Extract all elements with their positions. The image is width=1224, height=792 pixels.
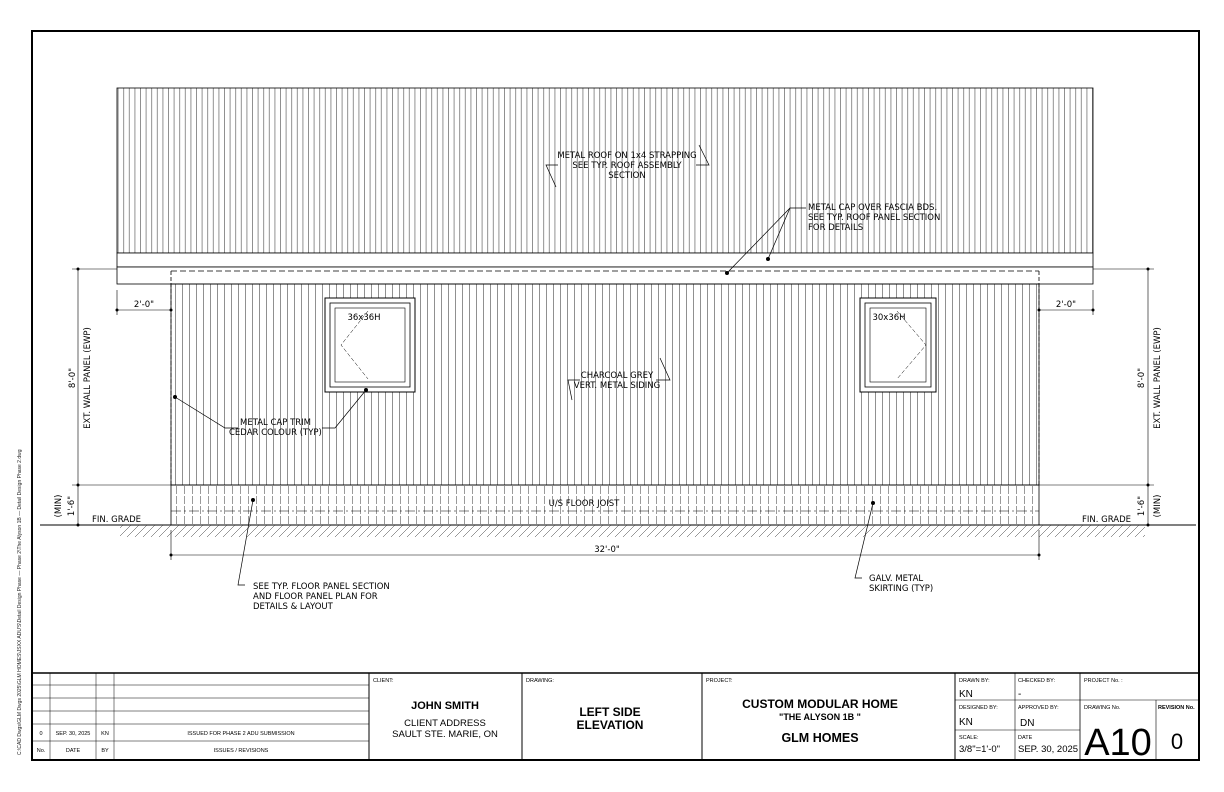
client-address-2: SAULT STE. MARIE, ON — [392, 729, 498, 740]
project-title: CUSTOM MODULAR HOME — [742, 697, 898, 711]
designed-by-label: DESIGNED BY: — [959, 705, 998, 711]
rev-header-desc: ISSUES / REVISIONS — [213, 748, 269, 754]
min-right: (MIN) — [1153, 494, 1163, 518]
project-no-label: PROJECT No. : — [1084, 678, 1123, 684]
drawn-by-value: KN — [959, 689, 973, 700]
fin-grade-right: FIN. GRADE — [1082, 515, 1132, 525]
window-right-label: 30x36H — [872, 313, 906, 323]
file-path-text: C:\CAD Dwgs\GLM Dwgs 2025\GLM HOMES\JSXX ADU'S\Detail Design Phase — Phase 2\The Alyson 1B — Detail Design Phase 2.dwg — [17, 449, 23, 755]
scale-label: SCALE: — [959, 735, 979, 741]
roof-note-line1: METAL ROOF ON 1x4 STRAPPING — [557, 151, 697, 161]
fin-grade-left: FIN. GRADE — [92, 515, 142, 525]
roof-note-line2: SEE TYP. ROOF ASSEMBLY — [572, 161, 682, 171]
fascia-note-line2: SEE TYP. ROOF PANEL SECTION — [808, 213, 941, 223]
right-offset-dim: 2'-0" — [1055, 300, 1077, 310]
floor-panel-note-line3: DETAILS & LAYOUT — [253, 602, 333, 612]
date-value: SEP. 30, 2025 — [1018, 744, 1079, 755]
client-address-1: CLIENT ADDRESS — [404, 718, 486, 729]
revision-no-value: 0 — [1170, 729, 1184, 754]
ewp-right: EXT. WALL PANEL (EWP) — [1153, 327, 1163, 429]
project-label: PROJECT: — [706, 678, 733, 684]
checked-by-value: - — [1018, 689, 1022, 700]
fascia-note-line1: METAL CAP OVER FASCIA BDS. — [808, 203, 938, 213]
fascia-band — [117, 253, 1093, 267]
rev-header-by: BY — [101, 748, 109, 754]
drawing-no-label: DRAWING No. — [1084, 705, 1121, 711]
rev-row-desc: ISSUED FOR PHASE 2 ADU SUBMISSION — [187, 731, 295, 737]
fascia-cap — [117, 267, 1093, 284]
revision-no-label: REVISION No. — [1158, 705, 1195, 711]
checked-by-label: CHECKED BY: — [1018, 678, 1055, 684]
siding-note-line1: CHARCOAL GREY — [580, 371, 654, 381]
file-path-label — [17, 449, 29, 755]
project-subtitle: "THE ALYSON 1B " — [779, 712, 861, 722]
skirting-note-line2: SKIRTING (TYP) — [869, 584, 934, 594]
roof-note-line3: SECTION — [608, 171, 646, 181]
floor-joist-note: U/S FLOOR JOIST — [548, 499, 620, 509]
overall-length-dim: 32'-0" — [594, 545, 620, 555]
drawing-label: DRAWING: — [526, 678, 554, 684]
floor-panel-note-line2: AND FLOOR PANEL PLAN FOR — [253, 592, 378, 602]
wall-height-left: 8'-0" — [68, 367, 78, 389]
crawl-right: 1'-6" — [1137, 495, 1147, 517]
approved-by-value: DN — [1020, 718, 1035, 729]
project-company: GLM HOMES — [781, 731, 859, 745]
ewp-left: EXT. WALL PANEL (EWP) — [83, 327, 93, 429]
date-label: DATE — [1018, 735, 1033, 741]
skirting-note-line1: GALV. METAL — [869, 574, 924, 584]
siding-note-line2: VERT. METAL SIDING — [573, 381, 661, 391]
rev-row-no: 0 — [39, 731, 43, 737]
fascia-note-line3: FOR DETAILS — [808, 223, 864, 233]
client-name: JOHN SMITH — [411, 700, 479, 712]
drawing-title-1: LEFT SIDE — [579, 705, 641, 719]
scale-value: 3/8"=1'-0" — [959, 744, 1001, 755]
floor-panel-note-line1: SEE TYP. FLOOR PANEL SECTION — [253, 582, 390, 592]
trim-note-line2: CEDAR COLOUR (TYP) — [229, 428, 322, 438]
client-label: CLIENT: — [373, 678, 394, 684]
window-left-label: 36x36H — [347, 313, 381, 323]
drawn-by-label: DRAWN BY: — [959, 678, 990, 684]
trim-note-line1: METAL CAP TRIM — [240, 418, 312, 428]
drawing-title-2: ELEVATION — [576, 718, 644, 732]
min-left: (MIN) — [54, 494, 64, 518]
rev-row-date: SEP. 30, 2025 — [55, 731, 91, 737]
approved-by-label: APPROVED BY: — [1018, 705, 1059, 711]
rev-header-no: No. — [36, 748, 46, 754]
crawl-left: 1'-6" — [67, 495, 77, 517]
rev-row-by: KN — [101, 731, 109, 737]
rev-header-date: DATE — [65, 748, 81, 754]
drawing-no-value: A10 — [1084, 722, 1152, 764]
wall-height-right: 8'-0" — [1137, 367, 1147, 389]
designed-by-value: KN — [959, 717, 973, 728]
left-offset-dim: 2'-0" — [133, 300, 155, 310]
